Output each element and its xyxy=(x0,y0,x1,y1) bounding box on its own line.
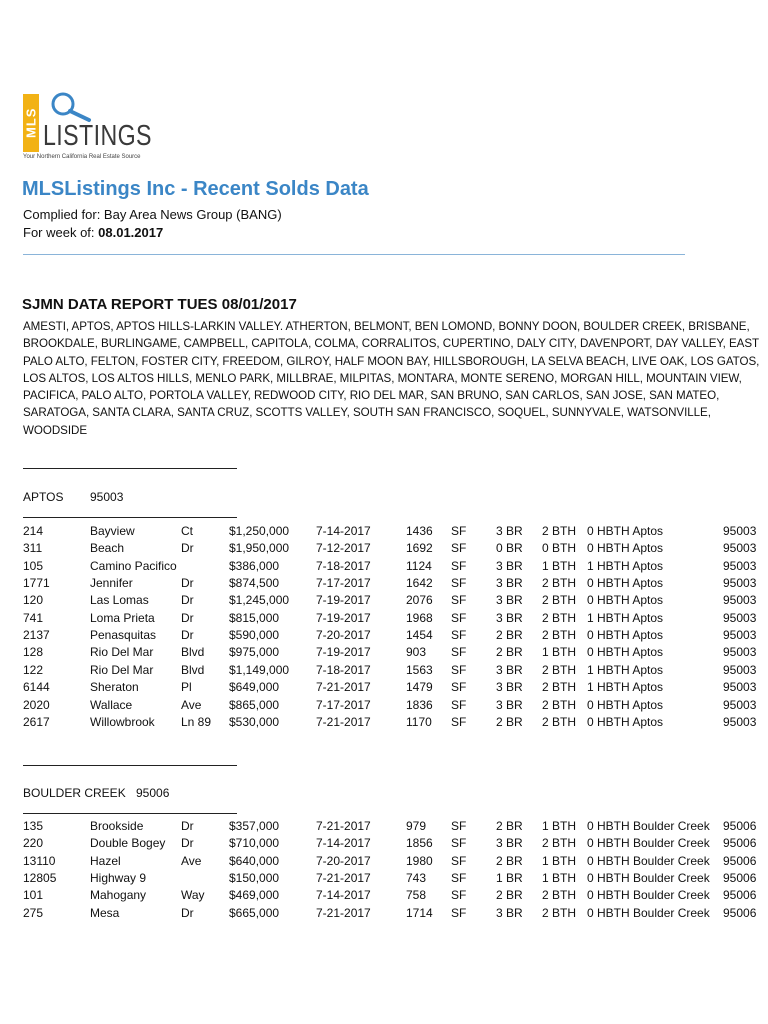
sale-date: 7-18-2017 xyxy=(316,662,371,677)
sale-date: 7-21-2017 xyxy=(316,680,371,695)
table-row xyxy=(0,593,768,610)
sale-price: $815,000 xyxy=(229,610,280,625)
bedrooms: 3 BR xyxy=(496,610,523,625)
street-suffix: Way xyxy=(181,888,205,903)
bedrooms: 3 BR xyxy=(496,662,523,677)
street-number: 12805 xyxy=(23,871,57,886)
bathrooms: 1 BTH xyxy=(542,645,577,660)
sale-price: $1,250,000 xyxy=(229,524,290,538)
bathrooms: 2 BTH xyxy=(542,836,577,851)
sale-date: 7-14-2017 xyxy=(316,524,371,538)
sale-date: 7-20-2017 xyxy=(316,853,371,868)
table-row xyxy=(0,611,768,628)
half-baths-city: 0 HBTH Boulder Creek xyxy=(587,819,710,833)
table-row xyxy=(0,576,768,593)
square-feet: 1170 xyxy=(406,714,432,729)
street-number: 13110 xyxy=(23,853,56,868)
street-number: 311 xyxy=(23,541,43,556)
section-area: BOULDER CREEK xyxy=(23,786,126,800)
table-row xyxy=(0,524,768,541)
sale-price: $649,000 xyxy=(229,680,280,695)
half-baths-city: 1 HBTH Aptos xyxy=(587,680,664,695)
property-type: SF xyxy=(451,714,467,729)
table-row xyxy=(0,645,768,662)
half-baths-city: 1 HBTH Aptos xyxy=(587,610,664,625)
half-baths-city: 0 HBTH Aptos xyxy=(587,714,664,729)
table-row xyxy=(0,854,768,871)
half-baths-city: 1 HBTH Aptos xyxy=(587,558,664,573)
sale-price: $1,149,000 xyxy=(229,662,290,677)
half-baths-city: 0 HBTH Aptos xyxy=(587,697,664,712)
half-baths-city: 1 HBTH Aptos xyxy=(587,662,664,677)
street-suffix: Ct xyxy=(181,524,193,538)
bathrooms: 1 BTH xyxy=(542,871,577,886)
street-suffix: Dr xyxy=(181,593,194,608)
bathrooms: 2 BTH xyxy=(542,576,577,591)
street-number: 128 xyxy=(23,645,44,660)
street-number: 214 xyxy=(23,524,44,538)
bathrooms: 2 BTH xyxy=(542,593,577,608)
zip-code: 95003 xyxy=(723,541,757,556)
bathrooms: 2 BTH xyxy=(542,905,577,920)
street-number: 2020 xyxy=(23,697,50,712)
square-feet: 1968 xyxy=(406,610,433,625)
bedrooms: 2 BR xyxy=(496,819,523,833)
street-name: Mesa xyxy=(90,905,120,920)
square-feet: 1642 xyxy=(406,576,433,591)
bedrooms: 3 BR xyxy=(496,576,523,591)
table-row xyxy=(0,559,768,576)
square-feet: 1856 xyxy=(406,836,433,851)
square-feet: 903 xyxy=(406,645,427,660)
section-heading xyxy=(23,786,170,800)
street-name: Rio Del Mar xyxy=(90,645,154,660)
table-row xyxy=(0,871,768,888)
square-feet: 743 xyxy=(406,871,427,886)
street-name: Highway 9 xyxy=(90,871,147,886)
square-feet: 1563 xyxy=(406,662,433,677)
half-baths-city: 0 HBTH Aptos xyxy=(587,628,664,643)
street-suffix: Dr xyxy=(181,628,194,643)
property-type: SF xyxy=(451,558,467,573)
zip-code: 95003 xyxy=(723,714,757,729)
table-row xyxy=(0,541,768,558)
bathrooms: 2 BTH xyxy=(542,662,577,677)
table-row xyxy=(0,906,768,923)
table-row xyxy=(0,680,768,697)
property-type: SF xyxy=(451,697,467,712)
sale-price: $710,000 xyxy=(229,836,280,851)
zip-code: 95006 xyxy=(723,905,757,920)
street-number: 220 xyxy=(23,836,44,851)
street-number: 741 xyxy=(23,610,44,625)
bathrooms: 1 BTH xyxy=(542,558,577,573)
street-suffix: Dr xyxy=(181,905,194,920)
zip-code: 95003 xyxy=(723,558,757,573)
property-type: SF xyxy=(451,905,467,920)
sale-date: 7-17-2017 xyxy=(316,697,371,712)
street-number: 135 xyxy=(23,819,44,833)
street-name: Willowbrook xyxy=(90,714,155,729)
property-type: SF xyxy=(451,836,467,851)
zip-code: 95003 xyxy=(723,576,757,591)
square-feet: 979 xyxy=(406,819,427,833)
sale-date: 7-12-2017 xyxy=(316,541,371,556)
bathrooms: 2 BTH xyxy=(542,714,577,729)
sale-price: $874,500 xyxy=(229,576,280,591)
square-feet: 1436 xyxy=(406,524,433,538)
half-baths-city: 0 HBTH Aptos xyxy=(587,541,664,556)
street-number: 6144 xyxy=(23,680,50,695)
zip-code: 95003 xyxy=(723,610,757,625)
mlslistings-logo xyxy=(23,90,173,165)
square-feet: 1980 xyxy=(406,853,433,868)
property-type: SF xyxy=(451,524,467,538)
table-row xyxy=(0,819,768,836)
street-number: 105 xyxy=(23,558,44,573)
half-baths-city: 0 HBTH Aptos xyxy=(587,576,664,591)
street-suffix: Dr xyxy=(181,836,194,851)
sale-price: $530,000 xyxy=(229,714,280,729)
week-value: 08.01.2017 xyxy=(98,225,164,240)
street-suffix: Ave xyxy=(181,697,202,712)
week-of xyxy=(23,225,163,240)
bedrooms: 3 BR xyxy=(496,524,523,538)
bedrooms: 3 BR xyxy=(496,697,523,712)
logo-wordmark: LISTINGS xyxy=(43,120,152,152)
header-divider xyxy=(23,254,685,255)
page-title: MLSListings Inc - Recent Solds Data xyxy=(22,178,369,200)
bathrooms: 1 BTH xyxy=(542,853,577,868)
property-type: SF xyxy=(451,853,467,868)
bedrooms: 3 BR xyxy=(496,680,523,695)
table-row xyxy=(0,836,768,853)
half-baths-city: 0 HBTH Boulder Creek xyxy=(587,905,710,920)
sale-date: 7-21-2017 xyxy=(316,871,371,886)
street-number: 120 xyxy=(23,593,44,608)
bathrooms: 2 BTH xyxy=(542,628,577,643)
square-feet: 1692 xyxy=(406,541,433,556)
property-type: SF xyxy=(451,576,467,591)
compiled-for: Complied for: Bay Area News Group (BANG) xyxy=(23,207,282,222)
half-baths-city: 0 HBTH Aptos xyxy=(587,593,664,608)
logo-tagline: Your Northern California Real Estate Source xyxy=(23,154,141,160)
street-number: 101 xyxy=(23,888,44,903)
section-underline xyxy=(23,765,237,766)
city-list: AMESTI, APTOS, APTOS HILLS-LARKIN VALLEY. ATHERTON, BELMONT, BEN LOMOND, BONNY DOON, BOULDER CREEK, BRISBANE, BROOKDALE, BURLINGAME, CAMPBELL, CAPITOLA, COLMA, CORRALITOS, CUPERTINO, DALY CITY, DAVENPORT, DAY VALLEY, EAST PALO ALTO, FELTON, FOSTER CITY, FREEDOM, GILROY, HALF MOON BAY, HILLSBOROUGH, LA SELVA BEACH, LIVE OAK, LOS GATOS, LOS ALTOS, LOS ALTOS HILLS, MENLO PARK, MILLBRAE, MILPITAS, MONTARA, MONTE SERENO, MORGAN HILL, MOUNTAIN VIEW, PACIFICA, PALO ALTO, PORTOLA VALLEY, REDWOOD CITY, RIO DEL MAR, SAN BRUNO, SAN CARLOS, SAN JOSE, SAN MATEO, SARATOGA, SANTA CLARA, SANTA CRUZ, SCOTTS VALLEY, SOUTH SAN FRANCISCO, SOQUEL, SUNNYVALE, WATSONVILLE, WOODSIDE xyxy=(23,320,760,437)
street-suffix: Ave xyxy=(181,853,202,868)
street-suffix: Dr xyxy=(181,541,194,556)
zip-code: 95003 xyxy=(723,524,757,538)
street-name: Wallace xyxy=(90,697,133,712)
zip-code: 95003 xyxy=(723,662,757,677)
street-name: Camino Pacifico xyxy=(90,558,177,573)
street-suffix: Pl xyxy=(181,680,192,695)
street-name: Brookside xyxy=(90,819,144,833)
street-name: Bayview xyxy=(90,524,135,538)
section-underline xyxy=(23,813,237,814)
street-name: Las Lomas xyxy=(90,593,149,608)
zip-code: 95003 xyxy=(723,680,757,695)
bedrooms: 2 BR xyxy=(496,645,523,660)
street-number: 275 xyxy=(23,905,44,920)
section-underline xyxy=(23,517,237,518)
zip-code: 95003 xyxy=(723,645,757,660)
bathrooms: 2 BTH xyxy=(542,524,577,538)
square-feet: 1714 xyxy=(406,905,433,920)
square-feet: 1124 xyxy=(406,558,432,573)
sale-price: $1,950,000 xyxy=(229,541,290,556)
square-feet: 1836 xyxy=(406,697,433,712)
sale-date: 7-21-2017 xyxy=(316,819,371,833)
table-row xyxy=(0,663,768,680)
sale-date: 7-20-2017 xyxy=(316,628,371,643)
sale-date: 7-18-2017 xyxy=(316,558,371,573)
half-baths-city: 0 HBTH Aptos xyxy=(587,524,664,538)
section-zip: 95006 xyxy=(136,786,170,800)
bedrooms: 1 BR xyxy=(496,871,523,886)
street-name: Hazel xyxy=(90,853,121,868)
bedrooms: 2 BR xyxy=(496,888,523,903)
property-type: SF xyxy=(451,680,467,695)
street-suffix: Ln 89 xyxy=(181,714,212,729)
sale-date: 7-17-2017 xyxy=(316,576,371,591)
zip-code: 95003 xyxy=(723,628,757,643)
sale-price: $640,000 xyxy=(229,853,280,868)
sale-price: $469,000 xyxy=(229,888,280,903)
week-label: For week of: xyxy=(23,225,99,240)
street-number: 1771 xyxy=(23,576,50,591)
sale-date: 7-21-2017 xyxy=(316,905,371,920)
zip-code: 95003 xyxy=(723,593,757,608)
bathrooms: 1 BTH xyxy=(542,819,577,833)
sale-price: $865,000 xyxy=(229,697,280,712)
table-row xyxy=(0,628,768,645)
street-name: Beach xyxy=(90,541,125,556)
street-suffix: Dr xyxy=(181,819,194,833)
property-type: SF xyxy=(451,819,467,833)
table-row xyxy=(0,698,768,715)
street-name: Sheraton xyxy=(90,680,139,695)
sale-date: 7-19-2017 xyxy=(316,610,371,625)
property-type: SF xyxy=(451,610,467,625)
street-name: Jennifer xyxy=(90,576,133,591)
bedrooms: 3 BR xyxy=(496,905,523,920)
property-type: SF xyxy=(451,628,467,643)
bathrooms: 2 BTH xyxy=(542,697,577,712)
square-feet: 1454 xyxy=(406,628,433,643)
bathrooms: 2 BTH xyxy=(542,680,577,695)
street-name: Rio Del Mar xyxy=(90,662,154,677)
bathrooms: 0 BTH xyxy=(542,541,577,556)
zip-code: 95006 xyxy=(723,836,757,851)
table-row xyxy=(0,888,768,905)
bathrooms: 2 BTH xyxy=(542,610,577,625)
logo-mls-block: MLS xyxy=(23,94,39,152)
zip-code: 95003 xyxy=(723,697,757,712)
zip-code: 95006 xyxy=(723,819,757,833)
sale-price: $1,245,000 xyxy=(229,593,290,608)
street-name: Loma Prieta xyxy=(90,610,155,625)
property-type: SF xyxy=(451,593,467,608)
bedrooms: 2 BR xyxy=(496,853,523,868)
report-title: SJMN DATA REPORT TUES 08/01/2017 xyxy=(22,296,297,313)
bedrooms: 2 BR xyxy=(496,714,523,729)
section-underline xyxy=(23,468,237,469)
street-suffix: Blvd xyxy=(181,662,205,677)
street-name: Mahogany xyxy=(90,888,147,903)
sale-price: $665,000 xyxy=(229,905,280,920)
sale-price: $590,000 xyxy=(229,628,280,643)
sale-price: $357,000 xyxy=(229,819,280,833)
property-type: SF xyxy=(451,888,467,903)
sale-date: 7-21-2017 xyxy=(316,714,371,729)
property-type: SF xyxy=(451,871,467,886)
street-number: 122 xyxy=(23,662,44,677)
bedrooms: 3 BR xyxy=(496,836,523,851)
sale-date: 7-19-2017 xyxy=(316,645,371,660)
square-feet: 1479 xyxy=(406,680,433,695)
half-baths-city: 0 HBTH Aptos xyxy=(587,645,664,660)
sale-price: $150,000 xyxy=(229,871,280,886)
sale-price: $975,000 xyxy=(229,645,280,660)
half-baths-city: 0 HBTH Boulder Creek xyxy=(587,888,710,903)
property-type: SF xyxy=(451,645,467,660)
property-type: SF xyxy=(451,541,467,556)
section-area: APTOS xyxy=(23,490,64,504)
bathrooms: 2 BTH xyxy=(542,888,577,903)
street-name: Penasquitas xyxy=(90,628,157,643)
square-feet: 758 xyxy=(406,888,427,903)
section-zip: 95003 xyxy=(90,490,124,504)
section-heading xyxy=(23,490,124,504)
bedrooms: 3 BR xyxy=(496,558,523,573)
street-suffix: Dr xyxy=(181,576,194,591)
half-baths-city: 0 HBTH Boulder Creek xyxy=(587,853,710,868)
zip-code: 95006 xyxy=(723,888,757,903)
bedrooms: 2 BR xyxy=(496,628,523,643)
street-number: 2617 xyxy=(23,714,50,729)
square-feet: 2076 xyxy=(406,593,433,608)
sale-price: $386,000 xyxy=(229,558,280,573)
bedrooms: 0 BR xyxy=(496,541,523,556)
table-row xyxy=(0,715,768,732)
zip-code: 95006 xyxy=(723,871,757,886)
street-suffix: Dr xyxy=(181,610,194,625)
sale-date: 7-14-2017 xyxy=(316,836,371,851)
zip-code: 95006 xyxy=(723,853,757,868)
street-suffix: Blvd xyxy=(181,645,205,660)
bedrooms: 3 BR xyxy=(496,593,523,608)
sale-date: 7-19-2017 xyxy=(316,593,371,608)
street-number: 2137 xyxy=(23,628,50,643)
street-name: Double Bogey xyxy=(90,836,166,851)
half-baths-city: 0 HBTH Boulder Creek xyxy=(587,871,710,886)
half-baths-city: 0 HBTH Boulder Creek xyxy=(587,836,710,851)
property-type: SF xyxy=(451,662,467,677)
sale-date: 7-14-2017 xyxy=(316,888,371,903)
